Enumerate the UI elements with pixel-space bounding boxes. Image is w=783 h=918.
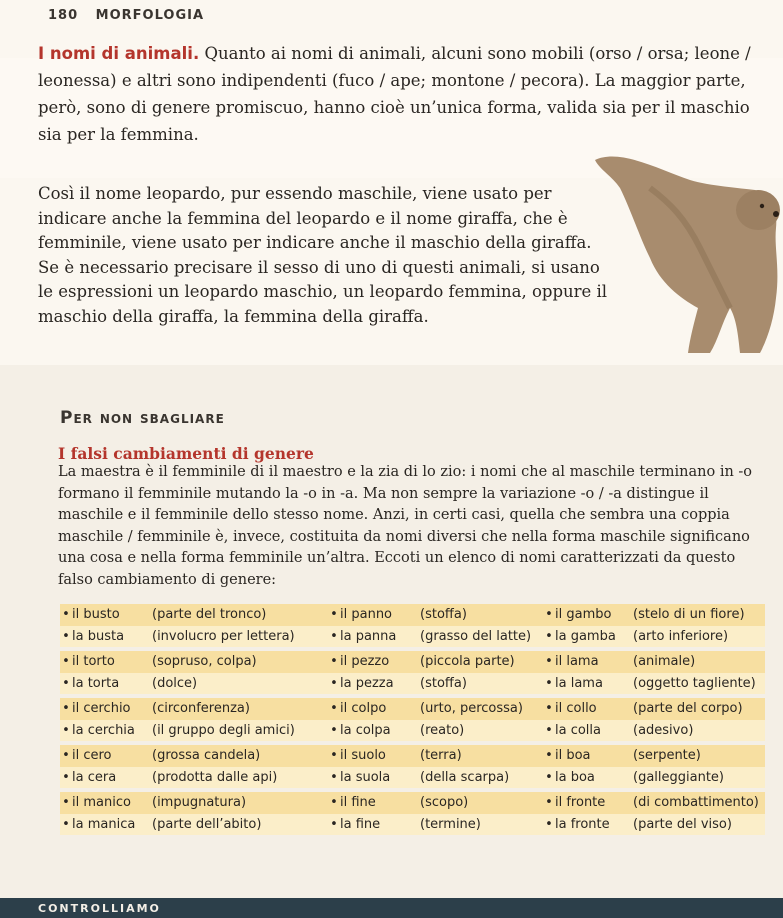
intro-lead: I nomi di animali.: [38, 44, 200, 63]
bullet-icon: •: [330, 628, 338, 644]
bullet-icon: •: [330, 816, 338, 832]
bullet-icon: •: [330, 654, 338, 670]
pair-row: • la torta (dolce) • la pezza (stoffa) • la lama (oggetto tagliente): [60, 673, 765, 695]
pair-group: [60, 604, 765, 647]
bullet-icon: •: [62, 701, 70, 717]
bullet-icon: •: [62, 795, 70, 811]
bullet-icon: •: [330, 795, 338, 811]
bullet-icon: •: [62, 628, 70, 644]
pair-row: • il cerchio (circonferenza) • il colpo (urto, percossa) • il collo (parte del corpo): [60, 698, 765, 720]
pair-row: • la busta (involucro per lettera) • la panna (grasso del latte) • la gamba (arto inferiore): [60, 626, 765, 648]
bullet-icon: •: [545, 816, 553, 832]
footer-label: CONTROLLIAMO: [38, 902, 161, 915]
pair-row: • la manica (parte dell’abito) • la fine (termine) • la fronte (parte del viso): [60, 814, 765, 836]
box-title: Per non sbagliare: [60, 408, 225, 428]
bullet-icon: •: [545, 675, 553, 691]
pair-group: [60, 651, 765, 694]
page-number: 180: [48, 8, 79, 23]
section-title: MORFOLOGIA: [95, 8, 205, 23]
bullet-icon: •: [330, 722, 338, 738]
pair-row: • il manico (impugnatura) • il fine (scopo) • il fronte (di combattimento): [60, 792, 765, 814]
bullet-icon: •: [545, 701, 553, 717]
box-subtitle: I falsi cambiamenti di genere: [58, 444, 314, 463]
pair-row: • la cera (prodotta dalle api) • la suola (della scarpa) • la boa (galleggiante): [60, 767, 765, 789]
bullet-icon: •: [545, 795, 553, 811]
pair-group: [60, 745, 765, 788]
bullet-icon: •: [330, 675, 338, 691]
pair-row: • il torto (sopruso, colpa) • il pezzo (piccola parte) • il lama (animale): [60, 651, 765, 673]
word-pairs-table: [60, 604, 765, 839]
bear-eye: [760, 204, 764, 208]
page-header: [48, 8, 204, 23]
bear-illustration: [590, 148, 783, 358]
bullet-icon: •: [62, 607, 70, 623]
box-text: La maestra è il femminile di il maestro e la zia di lo zio: i nomi che al maschile terminano in -o formano il femminile mutando la -o in -a. Ma non sempre la variazione -o / -a distingue il maschile e il femminile dello stesso nome. Anzi, in certi casi, quella che sembra una coppia maschile / femminile è, invece, costituita da nomi diversi che nella forma maschile significano una cosa e nella forma femminile un’altra. Eccoti un elenco di nomi caratterizzati da questo falso cambiamento di genere:: [58, 464, 753, 588]
bullet-icon: •: [545, 628, 553, 644]
bullet-icon: •: [62, 748, 70, 764]
bullet-icon: •: [545, 748, 553, 764]
bullet-icon: •: [62, 675, 70, 691]
bullet-icon: •: [330, 748, 338, 764]
bullet-icon: •: [545, 769, 553, 785]
bullet-icon: •: [62, 816, 70, 832]
bullet-icon: •: [545, 607, 553, 623]
bullet-icon: •: [545, 722, 553, 738]
bear-head: [736, 190, 780, 230]
footer-bar: [0, 898, 783, 918]
intro-paragraph: [38, 40, 768, 148]
bullet-icon: •: [330, 701, 338, 717]
bear-body: [595, 157, 777, 353]
pair-group: [60, 698, 765, 741]
bullet-icon: •: [62, 654, 70, 670]
bullet-icon: •: [545, 654, 553, 670]
leopard-giraffe-paragraph: Così il nome leopardo, pur essendo maschile, viene usato per indicare anche la femmina del leopardo e il nome giraffa, che è femminile, viene usato per indicare anche il maschio della giraffa. Se è necessario precisare il sesso di uno di questi animali, si usano le espressioni un leopardo maschio, un leopardo femmina, oppure il maschio della giraffa, la femmina della giraffa.: [38, 184, 608, 326]
pair-row: • la cerchia (il gruppo degli amici) • la colpa (reato) • la colla (adesivo): [60, 720, 765, 742]
bullet-icon: •: [330, 769, 338, 785]
pair-group: [60, 792, 765, 835]
bullet-icon: •: [62, 769, 70, 785]
bullet-icon: •: [330, 607, 338, 623]
intro-body: Quanto ai nomi di animali, alcuni sono mobili (orso / orsa; leone / leonessa) e altri sono indipendenti (fuco / ape; montone / pecora). La maggior parte, però, sono di genere promiscuo, hanno cioè un’unica forma, valida sia per il maschio sia per la femmina.: [38, 44, 751, 144]
pair-row: • il busto (parte del tronco) • il panno (stoffa) • il gambo (stelo di un fiore): [60, 604, 765, 626]
bear-nose: [773, 211, 779, 217]
bullet-icon: •: [62, 722, 70, 738]
pair-row: • il cero (grossa candela) • il suolo (terra) • il boa (serpente): [60, 745, 765, 767]
